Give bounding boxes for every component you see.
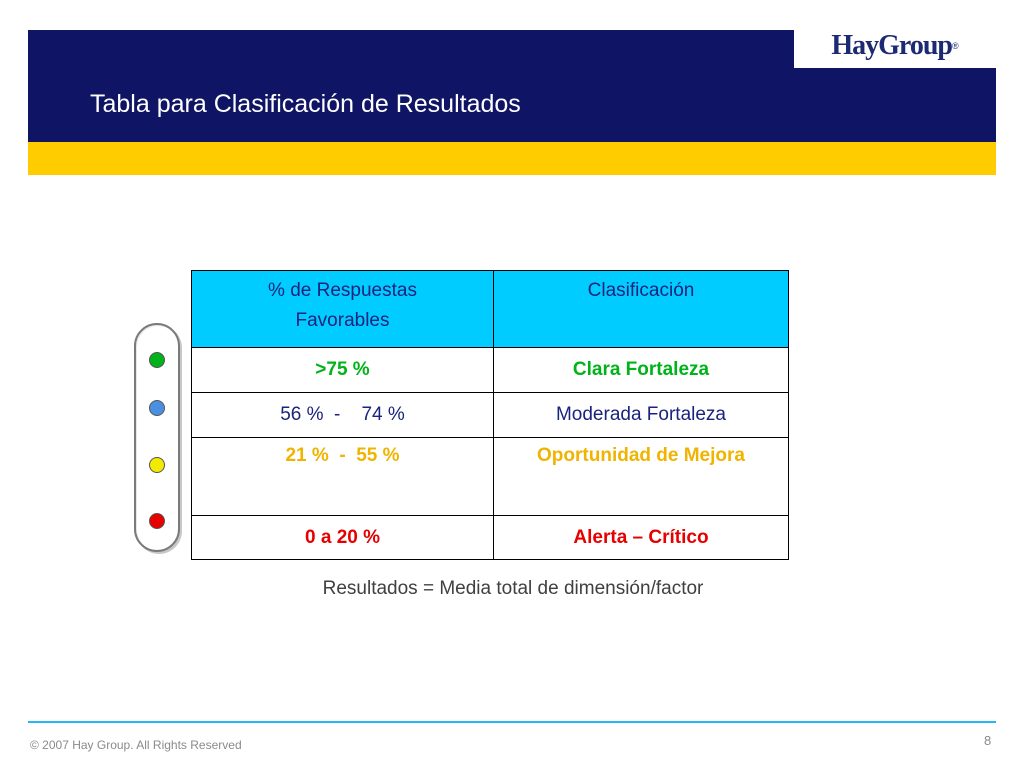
header-classification: Clasificación	[494, 271, 789, 348]
red-dot-icon	[149, 513, 165, 529]
footer-divider	[28, 721, 996, 723]
header-responses	[192, 271, 494, 348]
logo-text: HayGroup	[831, 30, 952, 61]
yellow-dot-icon	[149, 457, 165, 473]
logo	[794, 24, 996, 68]
range-cell: >75 %	[192, 348, 494, 393]
range-cell: 56 % - 74 %	[192, 393, 494, 438]
caption: Resultados = Media total de dimensión/factor	[322, 578, 704, 599]
page-title: Tabla para Clasificación de Resultados	[90, 90, 521, 118]
range-cell: 21 % - 55 %	[192, 438, 494, 516]
table-header-row	[192, 271, 789, 348]
table-row	[192, 516, 789, 560]
page-number: 8	[984, 733, 992, 748]
blue-dot-icon	[149, 400, 165, 416]
classification-cell: Clara Fortaleza	[494, 348, 789, 393]
indicator-pill	[134, 323, 180, 552]
yellow-band	[28, 142, 996, 175]
table-row	[192, 393, 789, 438]
green-dot-icon	[149, 352, 165, 368]
header-responses-text: % de Respuestas Favorables	[268, 280, 417, 331]
table-row	[192, 438, 789, 516]
copyright: © 2007 Hay Group. All Rights Reserved	[30, 738, 242, 752]
logo-registered-mark: ®	[951, 41, 959, 51]
classification-cell: Alerta – Crítico	[494, 516, 789, 560]
classification-cell: Oportunidad de Mejora	[494, 438, 789, 516]
classification-cell: Moderada Fortaleza	[494, 393, 789, 438]
classification-table	[191, 270, 789, 560]
range-cell: 0 a 20 %	[192, 516, 494, 560]
table-row	[192, 348, 789, 393]
